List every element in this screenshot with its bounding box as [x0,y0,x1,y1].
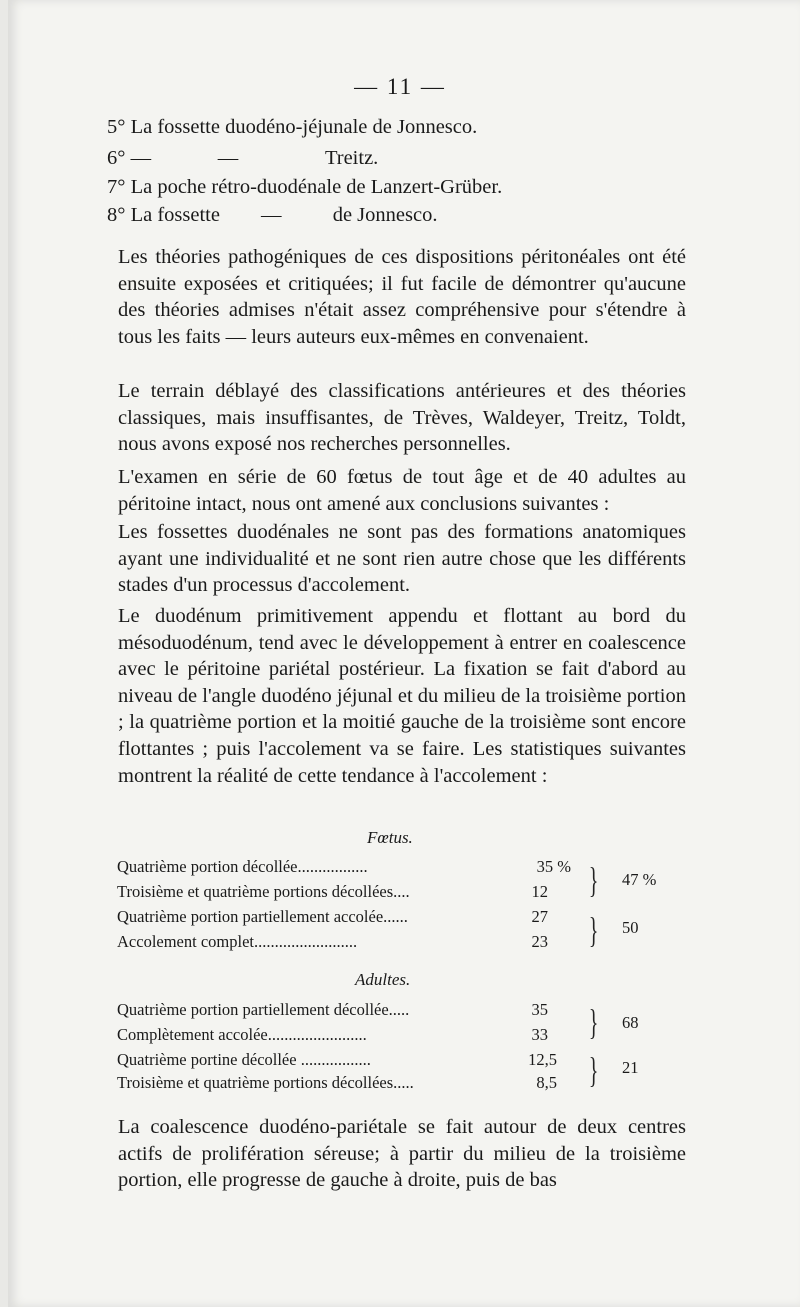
table-value: 12,5 [528,1050,557,1069]
table-row: Quatrième portion décollée................. [117,857,368,876]
table-caption-fetus: Fœtus. [367,828,413,847]
table-row: Quatrième portion partiellement décollée..... [117,1000,410,1019]
paragraph: Le terrain déblayé des classifications antérieures et des théories classiques, mais insuffisantes, de Trèves, Waldeyer, Treitz, Toldt, nous avons exposé nos recherches personnelles. [118,380,686,456]
page-number: — 11 — [354,74,446,99]
brace-icon: } [588,860,599,900]
list-item: 7° La poche rétro-duodénale de Lanzert-Grüber. [107,176,503,198]
list-item: 6° — — Treitz. [107,147,379,169]
table-value: 35 % [536,857,571,876]
table-row: Quatrième portine décollée ................. [117,1050,371,1069]
table-row: Complètement accolée........................ [117,1025,367,1044]
brace-icon: } [588,1050,599,1090]
table-row: Troisième et quatrième portions décollées..... [117,1073,414,1092]
paragraph: L'examen en série de 60 fœtus de tout âge et de 40 adultes au péritoine intact, nous ont amené aux conclusions suivantes : [118,466,686,515]
paragraph: Le duodénum primitivement appendu et flottant au bord du mésoduodénum, tend avec le développement à entrer en coalescence avec le péritoine pariétal postérieur. La fixation se fait d'abord au niveau de l'angle duodéno jéjunal et du milieu de la troisième portion ; la quatrième portion et la moitié gauche de la troisième sont encore flottantes ; puis l'accolement va se faire. Les statistiques suivantes montrent la réalité de cette tendance à l'accolement : [118,605,686,787]
paragraph: Les fossettes duodénales ne sont pas des formations anatomiques ayant une individualité et ne sont rien autre chose que les différents stades d'un processus d'accolement. [118,521,686,597]
group-sum: 21 [622,1058,639,1077]
table-value: 8,5 [536,1073,557,1092]
table-row: Accolement complet......................... [117,932,358,951]
group-sum: 47 % [622,870,657,889]
list-item: 8° La fossette — de Jonnesco. [107,204,438,226]
paragraph: La coalescence duodéno-pariétale se fait autour de deux centres actifs de prolifération séreuse; à partir du milieu de la troisième portion, elle progresse de gauche à droite, puis de bas [118,1116,686,1192]
table-caption-adultes: Adultes. [355,970,411,989]
table-value: 33 [531,1025,548,1044]
group-sum: 68 [622,1013,639,1032]
table-value: 27 [531,907,548,926]
paragraph: Les théories pathogéniques de ces dispositions péritonéales ont été ensuite exposées et critiquées; il fut facile de démontrer qu'aucune des théories admises n'était assez compréhensive pour s'étendre à tous les faits — leurs auteurs eux-mêmes en convenaient. [118,246,686,348]
table-value: 12 [531,882,548,901]
brace-icon: } [588,1002,599,1042]
brace-icon: } [588,910,599,950]
table-value: 23 [531,932,548,951]
table-value: 35 [531,1000,548,1019]
table-row: Quatrième portion partiellement accolée...... [117,907,408,926]
group-sum: 50 [622,918,639,937]
list-item: 5° La fossette duodéno-jéjunale de Jonnesco. [107,116,478,138]
table-row: Troisième et quatrième portions décollées.... [117,882,410,901]
